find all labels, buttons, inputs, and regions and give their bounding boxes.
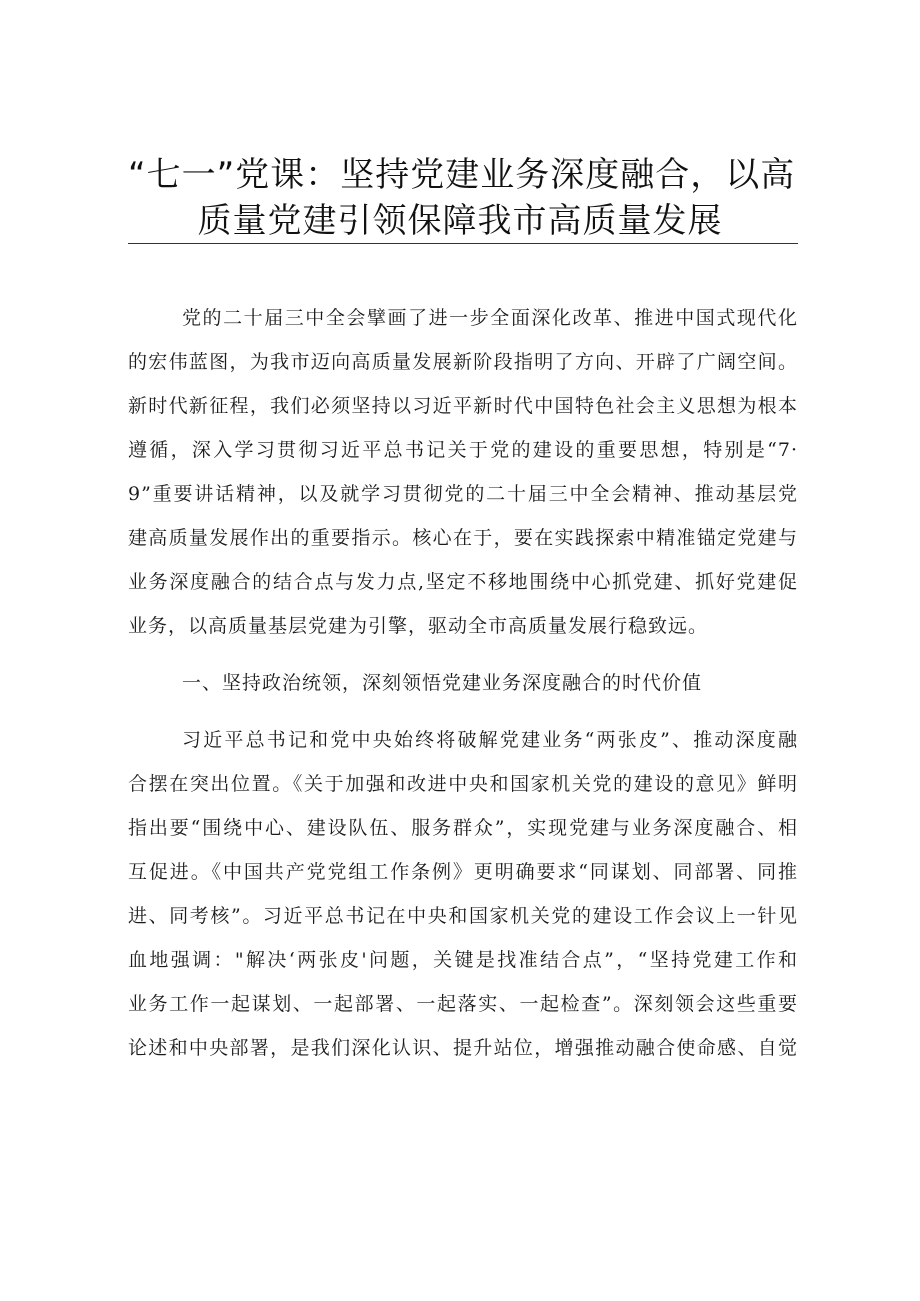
title-line-1: “七一”党课：坚持党建业务深度融合，以高 [128, 155, 796, 195]
text-line: 建高质量发展作出的重要指示。核心在于，要在实践探索中精准锚定党建与 [128, 527, 798, 549]
text-line: 业务工作一起谋划、一起部署、一起落实、一起检查”。深刻领会这些重要 [128, 993, 798, 1015]
title-line-2: 质量党建引领保障我市高质量发展 [197, 201, 723, 241]
text-line: 业务深度融合的结合点与发力点,坚定不移地围绕中心抓党建、抓好党建促 [128, 571, 798, 593]
paragraph-intro [128, 296, 798, 648]
section-heading-text: 一、坚持政治统领，深刻领悟党建业务深度融合的时代价值 [182, 672, 703, 694]
text-line: 指出要“围绕中心、建设队伍、服务群众”，实现党建与业务深度融合、相 [128, 817, 798, 839]
document-title [128, 152, 796, 244]
text-line: 9”重要讲话精神，以及就学习贯彻党的二十届三中全会精神、推动基层党 [128, 483, 798, 505]
paragraph-section-1 [128, 718, 798, 1070]
text-line: 合摆在突出位置。《关于加强和改进中央和国家机关党的建设的意见》鲜明 [128, 773, 798, 795]
text-line: 互促进。《中国共产党党组工作条例》更明确要求“同谋划、同部署、同推 [128, 861, 798, 883]
text-line: 新时代新征程，我们必须坚持以习近平新时代中国特色社会主义思想为根本 [128, 395, 798, 417]
section-heading [128, 661, 798, 705]
document-body [128, 296, 798, 1070]
text-line: 业务，以高质量基层党建为引擎，驱动全市高质量发展行稳致远。 [128, 615, 709, 637]
title-underline [128, 243, 798, 244]
text-line: 党的二十届三中全会擘画了进一步全面深化改革、推进中国式现代化 [182, 307, 798, 329]
text-line: 血地强调："解决‘两张皮'问题，关键是找准结合点”，“坚持党建工作和 [128, 949, 798, 971]
text-line: 遵循，深入学习贯彻习近平总书记关于党的建设的重要思想，特别是“7· [128, 439, 798, 461]
text-line: 习近平总书记和党中央始终将破解党建业务“两张皮”、推动深度融 [182, 729, 798, 751]
text-line: 论述和中央部署，是我们深化认识、提升站位，增强推动融合使命感、自觉 [128, 1037, 798, 1059]
text-line: 进、同考核”。习近平总书记在中央和国家机关党的建设工作会议上一针见 [128, 905, 798, 927]
text-line: 的宏伟蓝图，为我市迈向高质量发展新阶段指明了方向、开辟了广阔空间。 [128, 351, 798, 373]
